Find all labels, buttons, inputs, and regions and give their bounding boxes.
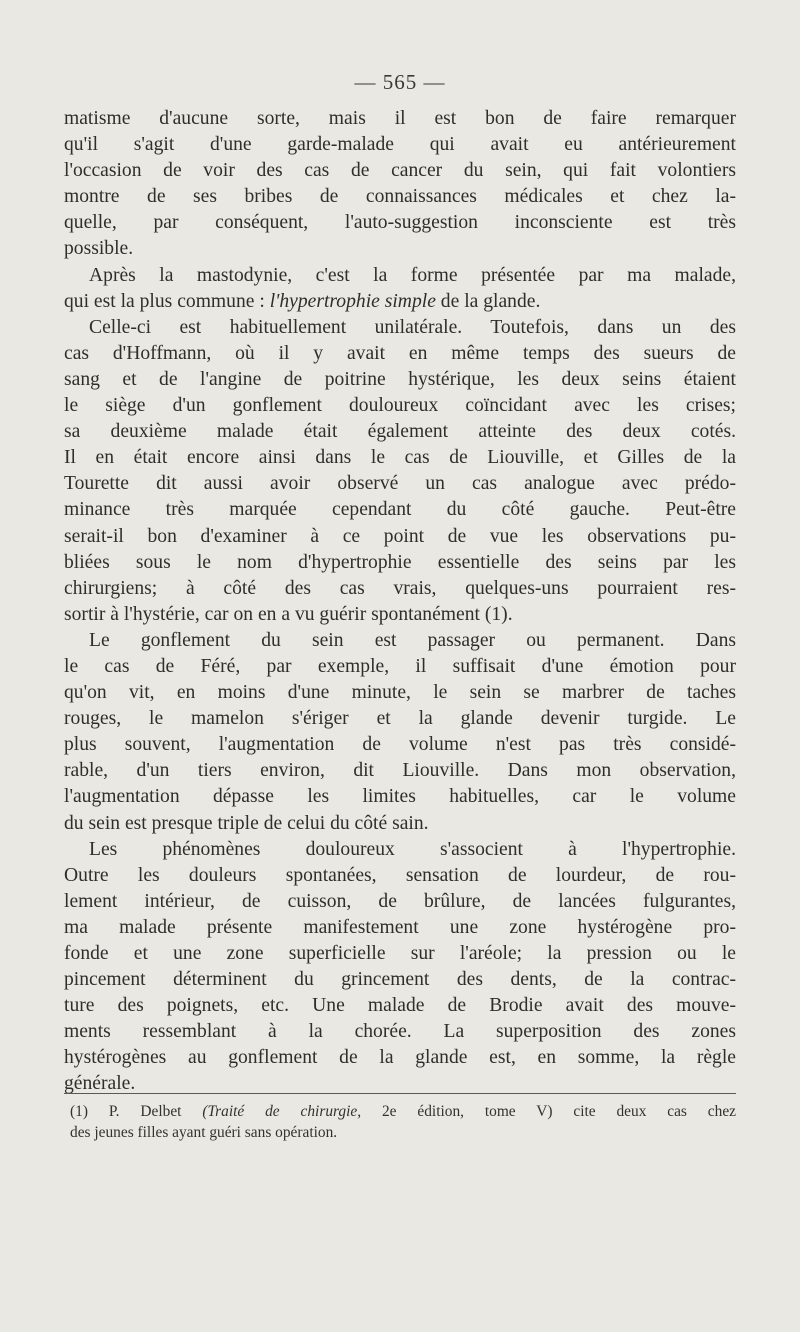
text-line: montre de ses bribes de connaissances médicales et chez la- [64, 186, 736, 208]
text-line: pincement déterminent du grincement des dents, de la contrac- [64, 969, 736, 991]
text-line: cas d'Hoffmann, où il y avait en même temps des sueurs de [64, 342, 736, 364]
footnote-line: des jeunes filles ayant guéri sans opération. [70, 1123, 338, 1141]
text-line: lement intérieur, de cuisson, de brûlure, de lancées fulgurantes, [64, 890, 736, 912]
paragraph-start: Celle-ci est habituellement unilatérale. Toutefois, dans un des [89, 316, 736, 338]
text-line: sa deuxième malade était également atteinte des deux cotés. [64, 421, 736, 443]
text-line: Outre les douleurs spontanées, sensation de lourdeur, de rou- [64, 864, 736, 886]
body-text [64, 106, 736, 1098]
text-line: rouges, le mamelon s'ériger et la glande devenir turgide. Le [64, 708, 736, 730]
text-line: générale. [64, 1073, 136, 1095]
text-line: du sein est presque triple de celui du côté sain. [64, 812, 429, 834]
text-line: l'occasion de voir des cas de cancer du sein, qui fait volontiers [64, 160, 736, 182]
text-line: qu'il s'agit d'une garde-malade qui avait eu antérieurement [64, 134, 736, 156]
text-line: le cas de Féré, par exemple, il suffisait d'une émotion pour [64, 655, 736, 677]
text-line: le siège d'un gonflement douloureux coïncidant avec les crises; [64, 395, 736, 417]
text-line: hystérogènes au gonflement de la glande est, en somme, la règle [64, 1047, 736, 1069]
text-line: qu'on vit, en moins d'une minute, le sein se marbrer de taches [64, 682, 736, 704]
text-line-with-emphasis [64, 289, 736, 315]
text-run: de la glande. [435, 290, 541, 312]
text-line: Tourette dit aussi avoir observé un cas analogue avec prédo- [64, 473, 736, 495]
text-line: ma malade présente manifestement une zone hystérogène pro- [64, 916, 736, 938]
text-line: ments ressemblant à la chorée. La superposition des zones [64, 1021, 736, 1043]
text-line: possible. [64, 238, 134, 260]
footnote-line [70, 1102, 736, 1123]
text-line: ture des poignets, etc. Une malade de Brodie avait des mouve- [64, 995, 736, 1017]
text-line: serait-il bon d'examiner à ce point de vue les observations pu- [64, 525, 736, 547]
text-line: quelle, par conséquent, l'auto-suggestion inconsciente est très [64, 212, 736, 234]
text-line: Il en était encore ainsi dans le cas de Liouville, et Gilles de la [64, 447, 736, 469]
text-run: 2e édition, tome V) cite deux cas chez [361, 1103, 736, 1120]
text-line: sortir à l'hystérie, car on en a vu guérir spontanément (1). [64, 603, 513, 625]
text-line: fonde et une zone superficielle sur l'aréole; la pression ou le [64, 943, 736, 964]
text-line: matisme d'aucune sorte, mais il est bon de faire remarquer [64, 108, 736, 129]
footnote-citation: (Traité de chirurgie, [202, 1103, 362, 1120]
footnote [70, 1102, 736, 1143]
page-number: — 565 — [354, 70, 446, 94]
text-line: sang et de l'angine de poitrine hystérique, les deux seins étaient [64, 368, 736, 390]
text-line: minance très marquée cependant du côté gauche. Peut-être [64, 499, 736, 521]
paragraph-start: Le gonflement du sein est passager ou permanent. Dans [89, 629, 736, 651]
text-line: l'augmentation dépasse les limites habituelles, car le volume [64, 786, 736, 808]
paragraph-start: Après la mastodynie, c'est la forme présentée par ma malade, [89, 264, 736, 286]
footnote-divider [64, 1093, 736, 1094]
text-run: (1) P. Delbet [70, 1103, 203, 1120]
text-line: bliées sous le nom d'hypertrophie essentielle des seins par les [64, 551, 736, 573]
paragraph-start: Les phénomènes douloureux s'associent à l'hypertrophie. [89, 838, 736, 860]
emphasis-text: l'hypertrophie simple [269, 290, 436, 312]
text-run: qui est la plus commune : [64, 290, 270, 312]
text-line: rable, d'un tiers environ, dit Liouville. Dans mon observation, [64, 760, 736, 782]
text-line: chirurgiens; à côté des cas vrais, quelques-uns pourraient res- [64, 577, 736, 599]
text-line: plus souvent, l'augmentation de volume n'est pas très considé- [64, 734, 736, 756]
